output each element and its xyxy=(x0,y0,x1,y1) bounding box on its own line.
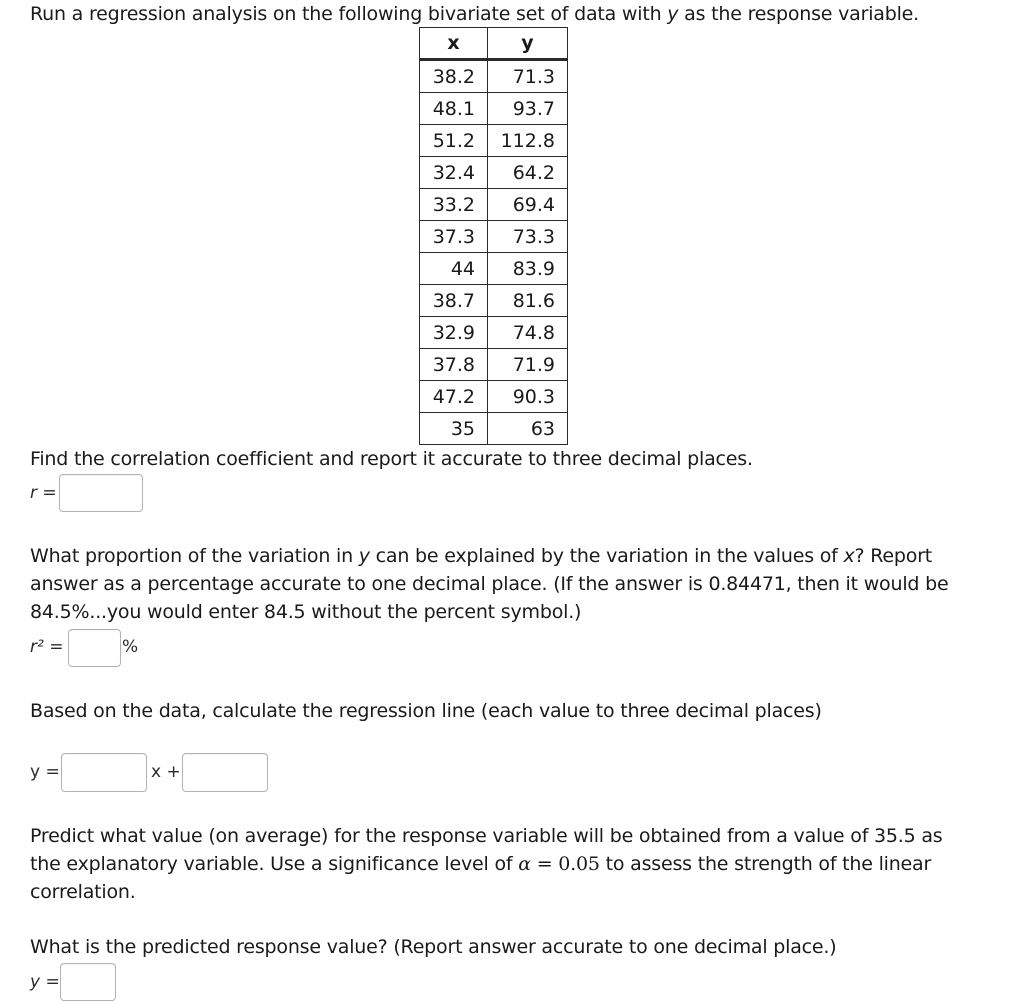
table-row xyxy=(420,317,568,349)
cell-x: 37.8 xyxy=(420,349,488,381)
x-plus-label: x + xyxy=(151,762,181,782)
cell-y: 93.7 xyxy=(488,93,568,125)
r-label: r = xyxy=(30,483,57,503)
table-row xyxy=(420,221,568,253)
question-intro: Run a regression analysis on the following bivariate set of data with y as the response variable. xyxy=(30,3,919,25)
percent-suffix: % xyxy=(122,637,139,657)
part3-prompt: Based on the data, calculate the regression line (each value to three decimal places) xyxy=(30,700,822,722)
part1-prompt: Find the correlation coefficient and report it accurate to three decimal places. xyxy=(30,448,753,470)
cell-y: 63 xyxy=(488,413,568,445)
table-row xyxy=(420,413,568,445)
part4-prompt: Predict what value (on average) for the response variable will be obtained from a value of 35.5 as the explanatory variable. Use a significance level of α = 0.05 to assess the strength of the linear correlation. xyxy=(30,825,943,903)
intercept-input[interactable] xyxy=(182,753,268,792)
predicted-y-input[interactable] xyxy=(60,963,116,1001)
cell-x: 32.9 xyxy=(420,317,488,349)
r-squared-input[interactable] xyxy=(68,629,121,667)
cell-y: 90.3 xyxy=(488,381,568,413)
cell-y: 71.3 xyxy=(488,60,568,93)
table-row xyxy=(420,93,568,125)
cell-y: 71.9 xyxy=(488,349,568,381)
table-row xyxy=(420,125,568,157)
slope-input[interactable] xyxy=(61,753,147,792)
cell-y: 83.9 xyxy=(488,253,568,285)
cell-x: 47.2 xyxy=(420,381,488,413)
table-row xyxy=(420,157,568,189)
predicted-y-label: y = xyxy=(30,972,60,992)
cell-y: 81.6 xyxy=(488,285,568,317)
cell-x: 32.4 xyxy=(420,157,488,189)
table-row xyxy=(420,60,568,93)
alpha-value: 0.05 xyxy=(558,853,600,875)
table-row xyxy=(420,349,568,381)
table-row xyxy=(420,253,568,285)
cell-x: 33.2 xyxy=(420,189,488,221)
cell-x: 35 xyxy=(420,413,488,445)
column-header-y: y xyxy=(488,28,568,60)
part5-prompt: What is the predicted response value? (Report answer accurate to one decimal place.) xyxy=(30,936,837,958)
table-row xyxy=(420,189,568,221)
cell-y: 64.2 xyxy=(488,157,568,189)
cell-y: 112.8 xyxy=(488,125,568,157)
cell-y: 73.3 xyxy=(488,221,568,253)
cell-y: 69.4 xyxy=(488,189,568,221)
cell-y: 74.8 xyxy=(488,317,568,349)
table-header-row xyxy=(420,28,568,60)
cell-x: 37.3 xyxy=(420,221,488,253)
r-input[interactable] xyxy=(59,474,143,512)
cell-x: 44 xyxy=(420,253,488,285)
part2-prompt: What proportion of the variation in y can be explained by the variation in the values of x? Report answer as a percentage accurate to one decimal place. (If the answer is 0.84471, then it would be 84.5%...you would enter 84.5 without the percent symbol.) xyxy=(30,545,949,623)
r-squared-label: r² = xyxy=(30,637,64,657)
regression-y-label: y = xyxy=(30,762,60,782)
data-table xyxy=(419,27,568,445)
table-row xyxy=(420,285,568,317)
cell-x: 51.2 xyxy=(420,125,488,157)
cell-x: 38.2 xyxy=(420,60,488,93)
table-row xyxy=(420,381,568,413)
column-header-x: x xyxy=(420,28,488,60)
cell-x: 38.7 xyxy=(420,285,488,317)
alpha-symbol: α xyxy=(518,853,531,875)
cell-x: 48.1 xyxy=(420,93,488,125)
